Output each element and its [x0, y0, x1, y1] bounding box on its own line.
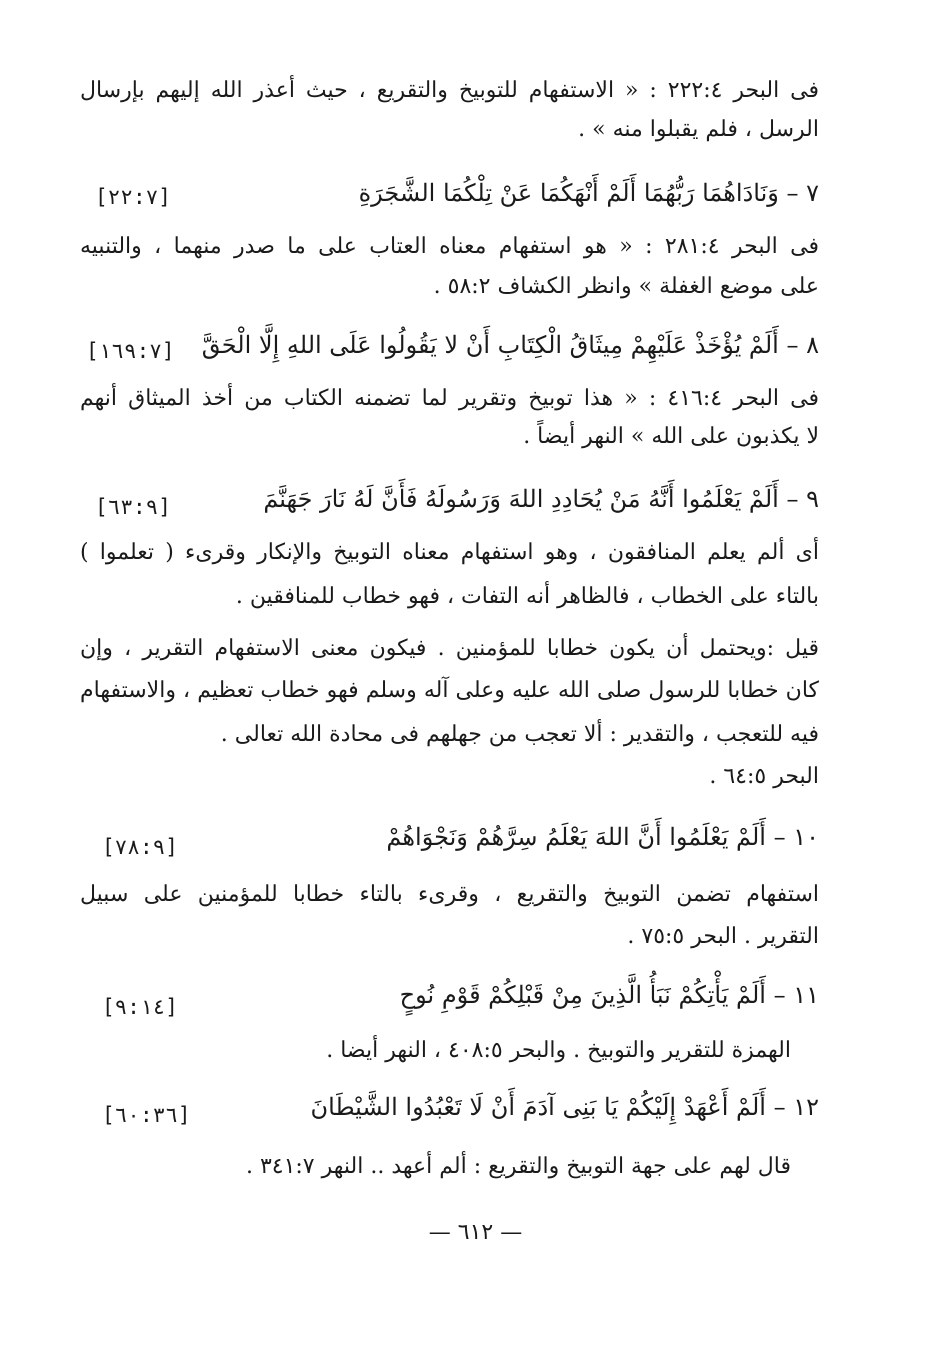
paragraph-line: لا يكذبون على الله » النهر أيضاً . — [523, 424, 819, 449]
paragraph-line: كان خطابا للرسول صلى الله عليه وعلى آله وسلم فهو خطاب تعظيم ، والاستفهام — [80, 678, 819, 703]
paragraph-line: فى البحر ٤١٦:٤ : « هذا توبيخ وتقرير لما تضمنه الكتاب من أخذ الميثاق أنهم — [80, 386, 819, 411]
paragraph-line: على موضع الغفلة » وانظر الكشاف ٥٨:٢ . — [433, 274, 819, 299]
verse-11: ١١ – أَلَمْ يَأْتِكُمْ نَبَأُ الَّذِينَ مِنْ قَبْلِكُمْ قَوْمِ نُوحٍ — [399, 981, 819, 1009]
paragraph-line: البحر ٦٤:٥ . — [709, 764, 819, 789]
paragraph-line: قال لهم على جهة التوبيخ والتقريع : ألم أعهد .. النهر ٣٤١:٧ . — [245, 1154, 791, 1179]
verse-12: ١٢ – أَلَمْ أَعْهَدْ إِلَيْكُمْ يَا بَنِى آدَمَ أَنْ لَا تَعْبُدُوا الشَّيْطَانَ — [310, 1093, 819, 1121]
verse-11-reference: [٩:١٤] — [102, 995, 178, 1019]
paragraph-line: قيل :ويحتمل أن يكون خطابا للمؤمنين . فيكون معنى الاستفهام التقرير ، وإن — [80, 636, 819, 661]
verse-8-reference: [١٦٩:٧] — [86, 339, 175, 363]
paragraph-line: الهمزة للتقرير والتوبيخ . والبحر ٤٠٨:٥ ، النهر أيضا . — [326, 1038, 791, 1063]
verse-10: ١٠ – أَلَمْ يَعْلَمُوا أَنَّ اللهَ يَعْلَمُ سِرَّهُمْ وَنَجْوَاهُمْ — [386, 823, 819, 851]
page-number: — ٦١٢ — — [428, 1220, 523, 1245]
paragraph-line: استفهام تضمن التوبيخ والتقريع ، وقرىء بالتاء خطابا للمؤمنين على سبيل — [80, 882, 819, 907]
verse-7: ٧ – وَنَادَاهُمَا رَبُّهُمَا أَلَمْ أَنْهَكُمَا عَنْ تِلْكُمَا الشَّجَرَةِ — [358, 179, 819, 207]
paragraph-line: بالتاء على الخطاب ، فالظاهر أنه التفات ، فهو خطاب للمنافقين . — [235, 584, 819, 609]
paragraph-line: فى البحر ٢٨١:٤ : « هو استفهام معناه العتاب على ما صدر منهما ، والتنبيه — [80, 234, 820, 259]
verse-10-reference: [٧٨:٩] — [102, 835, 178, 859]
paragraph-line: أى ألم يعلم المنافقون ، وهو استفهام معناه التوبيخ والإنكار وقرىء ( تعلموا ) — [80, 540, 819, 565]
verse-9: ٩ – أَلَمْ يَعْلَمُوا أَنَّهُ مَنْ يُحَادِدِ اللهَ وَرَسُولَهُ فَأَنَّ لَهُ نَارَ جَهَنَّمَ — [263, 485, 819, 513]
verse-7-reference: [٢٢:٧] — [95, 185, 171, 209]
paragraph-line: التقرير . البحر ٧٥:٥ . — [627, 924, 819, 949]
verse-8: ٨ – أَلَمْ يُؤْخَذْ عَلَيْهِمْ مِيثَاقُ الْكِتَابِ أَنْ لا يَقُولُوا عَلَى اللهِ إِلَّا الْحَقَّ — [201, 331, 819, 359]
paragraph-line: الرسل ، فلم يقبلوا منه » . — [578, 117, 819, 142]
paragraph-line: فى البحر ٢٢٢:٤ : « الاستفهام للتوبيخ والتقريع ، حيث أعذر الله إليهم بإرسال — [80, 78, 819, 103]
paragraph-line: فيه للتعجب ، والتقدير : ألا تعجب من جهلهم فى محادة الله تعالى . — [220, 722, 819, 747]
verse-9-reference: [٦٣:٩] — [95, 495, 171, 519]
verse-12-reference: [٦٠:٣٦] — [102, 1103, 191, 1127]
